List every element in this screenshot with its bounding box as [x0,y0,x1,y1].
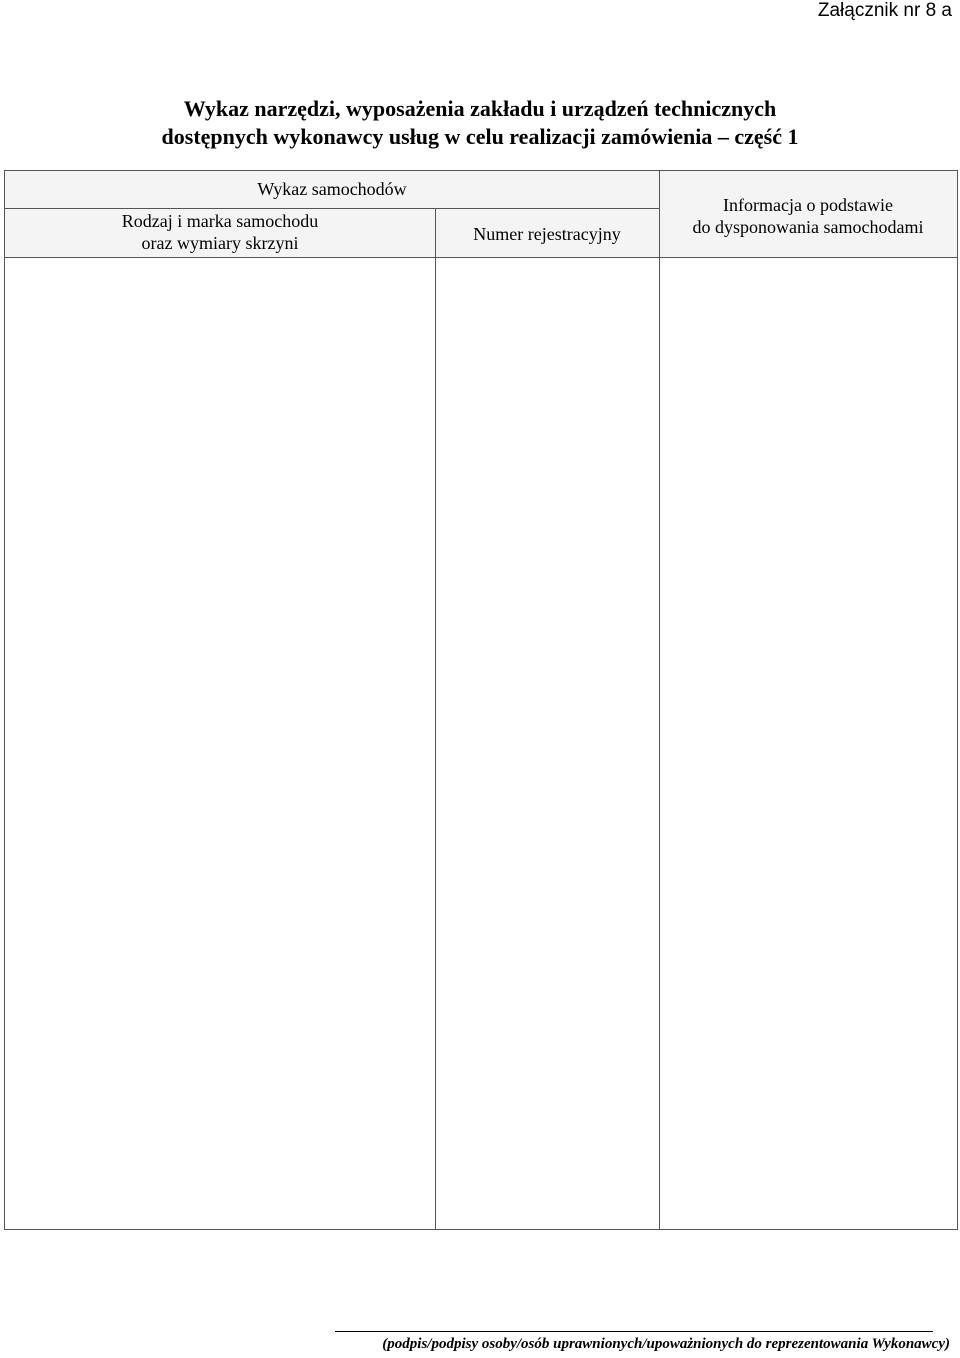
column-header-registration [435,208,659,257]
column-header-basis [659,171,957,257]
cell-type-brand[interactable] [5,258,435,1229]
group-header-label: Wykaz samochodów [257,179,407,199]
column-header-type-brand-line1: Rodzaj i marka samochodu [121,211,319,231]
title-line-1: Wykaz narzędzi, wyposażenia zakładu i urządzeń technicznych [183,96,777,121]
attachment-label: Załącznik nr 8 a [817,0,952,21]
signature-caption: (podpis/podpisy osoby/osób uprawnionych/upoważnionych do reprezentowania Wykonawcy) [382,1336,950,1352]
header-divider-inner [5,208,659,209]
column-header-basis-line1: Informacja o podstawie [723,195,893,215]
column-header-registration-label: Numer rejestracyjny [473,224,621,244]
document-title [0,95,960,151]
cell-registration[interactable] [436,258,659,1229]
cell-basis[interactable] [660,258,957,1229]
column-header-type-brand-line2: oraz wymiary skrzyni [141,233,299,253]
column-header-basis-line2: do dysponowania samochodami [692,217,924,237]
group-header-vehicles [5,171,659,208]
column-header-type-brand [5,208,435,257]
vehicles-table [4,170,958,1230]
title-line-2: dostępnych wykonawcy usług w celu realizacji zamówienia – część 1 [161,124,799,149]
signature-line [335,1331,933,1332]
